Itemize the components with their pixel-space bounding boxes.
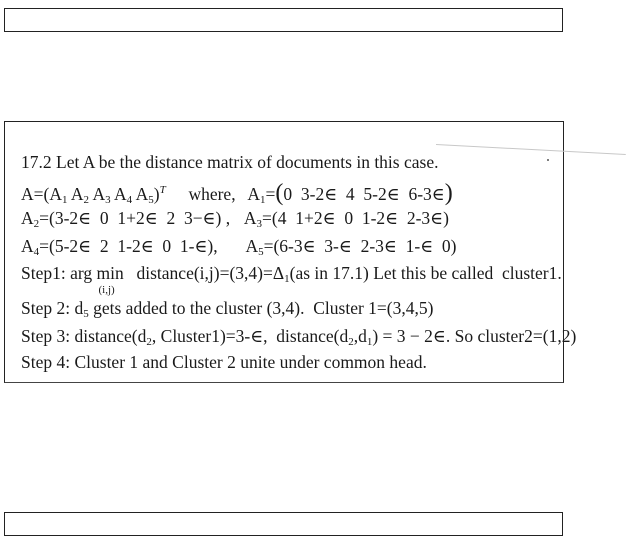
a2-label: A bbox=[21, 208, 34, 228]
matrix-a-sep-2: A bbox=[67, 184, 84, 204]
problem-statement: Let A be the distance matrix of documents in this case. bbox=[56, 152, 439, 172]
step2-sub: 5 bbox=[83, 308, 89, 320]
step-1 bbox=[21, 262, 562, 296]
where-label: where, bbox=[188, 184, 236, 204]
a3-values: =(4 1+2∈ 0 1-2∈ 2-3∈) bbox=[262, 208, 449, 228]
matrix-a-sub-1: 1 bbox=[61, 194, 68, 206]
step1-prefix: Step1: arg bbox=[21, 263, 93, 283]
step1-rest: (as in 17.1) Let this be called cluster1. bbox=[289, 263, 562, 283]
step1-delta-sub: 1 bbox=[284, 273, 290, 285]
step-4 bbox=[21, 351, 427, 373]
step2-rest: gets added to the cluster (3,4). Cluster 1=(3,4,5) bbox=[88, 298, 434, 318]
a4-values: =(5-2∈ 2 1-2∈ 0 1-∈), bbox=[39, 236, 218, 256]
a2-sub: 2 bbox=[33, 218, 40, 230]
bottom-empty-box bbox=[4, 512, 563, 536]
step3-sub-a: 2 bbox=[146, 336, 152, 348]
matrix-a-sep-5: A bbox=[132, 184, 149, 204]
a4-sub: 4 bbox=[33, 246, 40, 258]
a2-values: =(3-2∈ 0 1+2∈ 2 3−∈) , bbox=[39, 208, 231, 228]
step1-distance: distance(i,j)=(3,4)=Δ bbox=[136, 263, 285, 283]
argmin-operator bbox=[96, 262, 124, 296]
matrix-rows-2-3 bbox=[21, 207, 449, 235]
argmin-min: min bbox=[96, 263, 124, 283]
matrix-a-sub-5: 5 bbox=[148, 194, 154, 206]
step3-rest: ) = 3 − 2∈. So cluster2=(1,2) bbox=[372, 326, 577, 346]
step-2 bbox=[21, 297, 433, 325]
problem-heading bbox=[21, 151, 438, 173]
step3-prefix: Step 3: distance(d bbox=[21, 326, 147, 346]
step3-sub-c: 1 bbox=[366, 336, 373, 348]
step4-text: Step 4: Cluster 1 and Cluster 2 unite under common head. bbox=[21, 352, 427, 372]
a1-values: 0 3-2∈ 4 5-2∈ 6-3∈ bbox=[283, 184, 445, 204]
matrix-a-sub-4: 4 bbox=[126, 194, 133, 206]
a1-eq: = bbox=[265, 184, 276, 204]
transpose-marker: T bbox=[159, 184, 166, 196]
matrix-a-sub-3: 3 bbox=[105, 194, 111, 206]
a3-label: A bbox=[243, 208, 257, 228]
a4-label: A bbox=[21, 236, 34, 256]
matrix-rows-4-5 bbox=[21, 235, 456, 263]
a5-values: =(6-3∈ 3-∈ 2-3∈ 1-∈ 0) bbox=[263, 236, 457, 256]
a5-label: A bbox=[245, 236, 259, 256]
a1-open-paren: ( bbox=[275, 180, 284, 206]
a1-sub: 1 bbox=[260, 194, 266, 206]
matrix-a-close: ) bbox=[153, 184, 160, 204]
problem-number: 17.2 bbox=[21, 152, 52, 172]
argmin-subscript: (i,j) bbox=[98, 284, 115, 296]
a3-sub: 3 bbox=[256, 218, 263, 230]
matrix-a-sep-4: A bbox=[110, 184, 127, 204]
a1-close-paren: ) bbox=[444, 180, 453, 206]
matrix-a-sub-2: 2 bbox=[83, 194, 90, 206]
step3-mid: , Cluster1)=3-∈, distance(d bbox=[151, 326, 349, 346]
step3-mid2: ,d bbox=[353, 326, 367, 346]
matrix-a-sep-3: A bbox=[89, 184, 106, 204]
step2-prefix: Step 2: d bbox=[21, 298, 84, 318]
a5-sub: 5 bbox=[258, 246, 264, 258]
step-3 bbox=[21, 325, 576, 353]
matrix-a-open: A=(A bbox=[21, 184, 62, 204]
a1-label: A bbox=[247, 184, 261, 204]
step3-sub-b: 2 bbox=[348, 336, 354, 348]
